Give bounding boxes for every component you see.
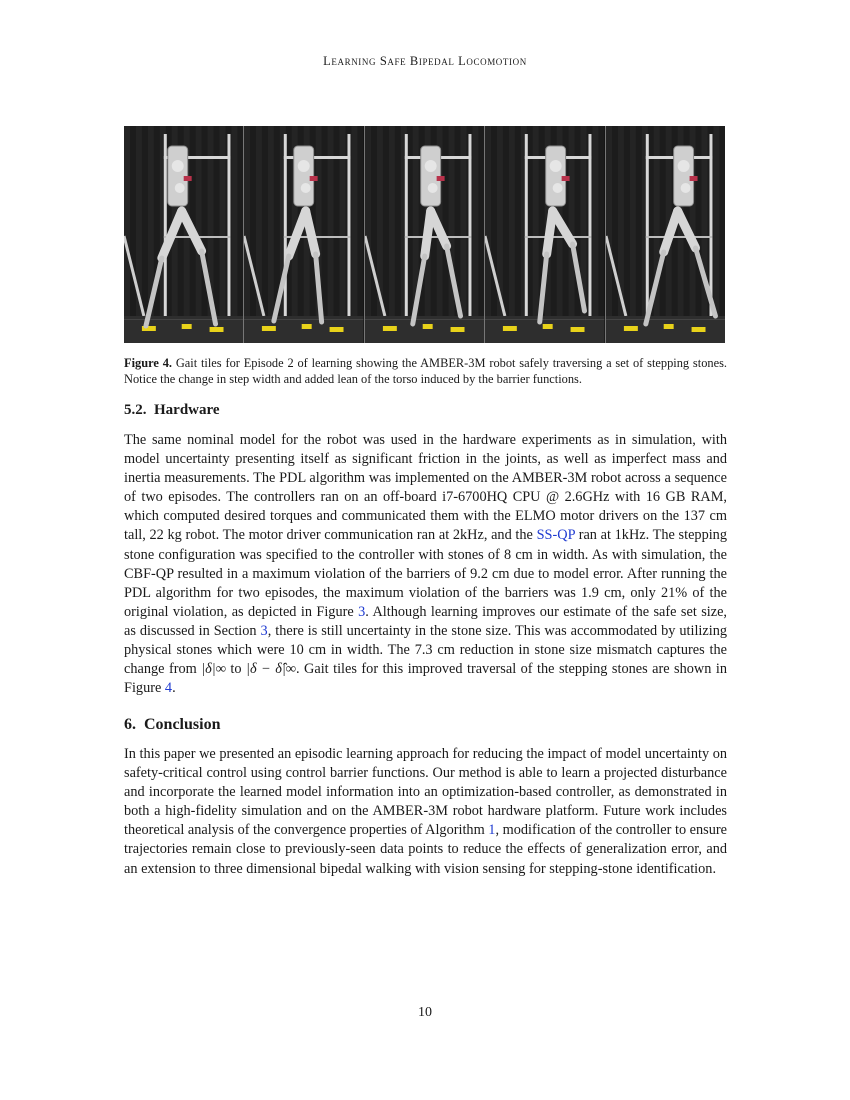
gait-tile-1 [124, 126, 244, 343]
math-delta-error-norm: |δ − δ̂|∞ [246, 661, 296, 678]
text-run: . Although learning improves our estimate of the safe set size, as discussed in Section [124, 603, 727, 639]
subsection-number: 5.2. [124, 402, 147, 418]
section-title: Conclusion [144, 716, 221, 733]
text-run: to [225, 661, 247, 678]
text-run: . [172, 680, 176, 697]
subsection-title: Hardware [154, 402, 220, 418]
gait-tile-3 [365, 126, 485, 343]
ssqp-link[interactable]: SS-QP [536, 527, 575, 544]
running-head: Learning Safe Bipedal Locomotion [323, 54, 527, 68]
math-delta-norm: |δ|∞ [201, 661, 226, 678]
section-3-link[interactable]: 3 [260, 622, 268, 639]
section-number: 6. [124, 716, 136, 733]
figure-4-link[interactable]: 4 [164, 680, 173, 697]
gait-tile-5 [606, 126, 725, 343]
caption-label: Figure 4. [124, 356, 172, 370]
page-number: 10 [418, 1005, 432, 1020]
figure-caption [124, 356, 727, 387]
text-run: . Gait tiles for this improved traversal of the stepping stones are shown in Figure [124, 661, 727, 697]
figure-3-link[interactable]: 3 [358, 603, 366, 620]
subsection-heading [124, 402, 220, 419]
text-run: In this paper we presented an episodic learning approach for reducing the impact of model uncertainty on safety-critical control using control barrier functions. Our method is able to learn a projected disturbance and incorporate the learned model information into an optimization-based controller, as demonstrated in both a high-fidelity simulation and on the AMBER-3M robot hardware platform. Future work includes theoretical analysis of the convergence properties of Algorithm [124, 746, 727, 839]
text-run: , modification of the controller to ensure trajectories remain close to previously-seen data points to reduce the effects of generalization error, and an extension to three dimensional bipedal walking with vision sensing for stepping-stone identification. [124, 822, 727, 877]
gait-tile-2 [244, 126, 364, 343]
algorithm-1-link[interactable]: 1 [488, 822, 496, 839]
text-run: The same nominal model for the robot was used in the hardware experiments as in simulation, with model uncertainty presenting itself as significant friction in the joints, as well as imperfect mass and inertia measurements. The PDL algorithm was implemented on the AMBER-3M robot across a sequence of two episodes. The controllers ran on an off-board i7-6700HQ CPU @ 2.6GHz with 16 GB RAM, which computed desired torques and communicated them with the ELMO motor drivers on the 137 cm tall, 22 kg robot. The motor driver communication ran at 2kHz, and the [124, 432, 727, 544]
gait-tile-4 [485, 126, 605, 343]
section-heading [124, 716, 220, 734]
text-run: ran at 1kHz. The stepping stone configuration was specified to the controller with stones of 8 cm in width. As with simulation, the CBF-QP resulted in a maximum violation of the barriers of 9.2 cm due to model error. After running the PDL algorithm for two episodes, the maximum violation of the barriers was 1.9 cm, only 21% of the original violation, as depicted in Figure [124, 527, 727, 620]
hardware-paragraph [124, 431, 727, 698]
text-run: , there is still uncertainty in the stone size. This was accommodated by utilizing physical stones which were 10 cm in width. The 7.3 cm reduction in stone size mismatch captures the change from [124, 622, 728, 678]
conclusion-paragraph [124, 745, 727, 879]
gait-tiles-figure [124, 126, 725, 343]
caption-text: Gait tiles for Episode 2 of learning showing the AMBER-3M robot safely traversing a set of stepping stones. Notice the change in step width and added lean of the torso induced by the barrier functions. [124, 356, 728, 386]
